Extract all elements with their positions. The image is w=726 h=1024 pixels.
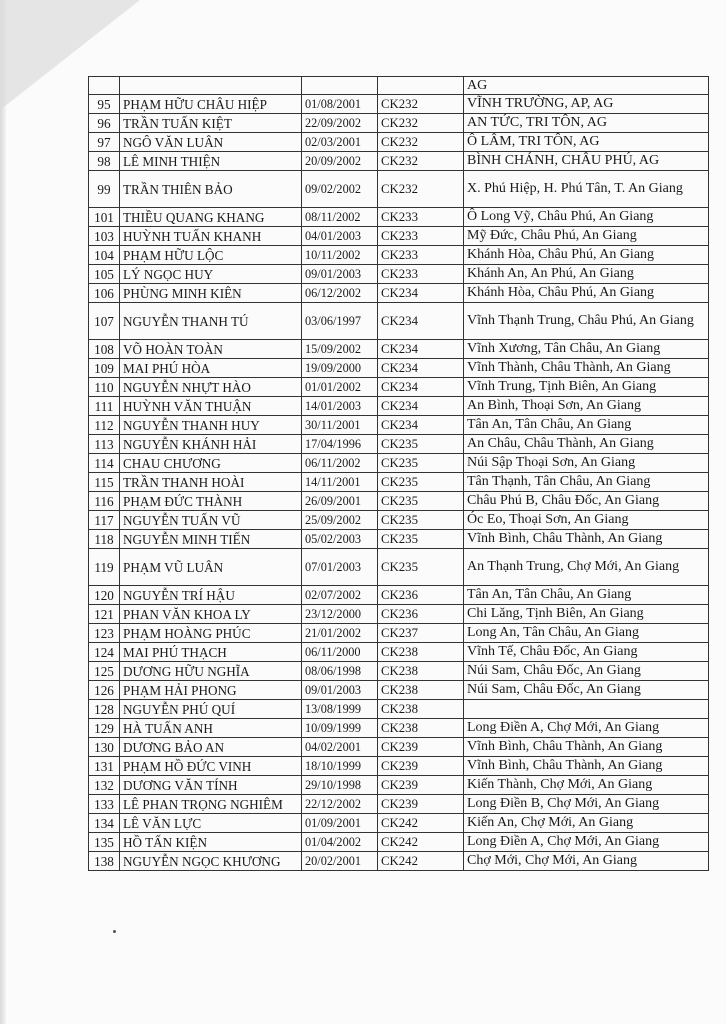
cell-name: PHẠM HỮU CHÂU HIỆP [120,95,302,114]
table-row [89,340,709,359]
cell-address: Kiến Thành, Chợ Mới, An Giang [464,776,709,795]
cell-dob: 26/09/2001 [302,492,378,511]
cell-dob: 10/11/2002 [302,246,378,265]
cell-number: 115 [89,473,120,492]
cell-name: NGUYỄN PHÚ QUÍ [120,700,302,719]
cell-class: CK232 [378,152,464,171]
cell-number [89,77,120,95]
cell-number: 96 [89,114,120,133]
cell-class: CK238 [378,643,464,662]
cell-address: Vĩnh Tế, Châu Đốc, An Giang [464,643,709,662]
cell-dob: 04/01/2003 [302,227,378,246]
table-row [89,114,709,133]
cell-number: 123 [89,624,120,643]
cell-dob: 06/11/2000 [302,643,378,662]
table-row [89,586,709,605]
cell-class: CK242 [378,814,464,833]
cell-class: CK238 [378,719,464,738]
cell-address: Chi Lăng, Tịnh Biên, An Giang [464,605,709,624]
cell-name: HUỲNH VĂN THUẬN [120,397,302,416]
table-row [89,95,709,114]
cell-class: CK233 [378,227,464,246]
cell-dob: 10/09/1999 [302,719,378,738]
table-row [89,397,709,416]
cell-name: LÊ VĂN LỰC [120,814,302,833]
table-row [89,795,709,814]
cell-name: TRẦN THIÊN BẢO [120,171,302,208]
cell-address: Long Điền B, Chợ Mới, An Giang [464,795,709,814]
table-row [89,776,709,795]
table-row [89,700,709,719]
table-row [89,833,709,852]
cell-class: CK234 [378,340,464,359]
cell-dob: 02/03/2001 [302,133,378,152]
cell-address: Châu Phú B, Châu Đốc, An Giang [464,492,709,511]
table-row [89,152,709,171]
cell-dob: 01/04/2002 [302,833,378,852]
cell-address [464,700,709,719]
cell-address: VĨNH TRƯỜNG, AP, AG [464,95,709,114]
cell-class: CK239 [378,738,464,757]
cell-dob: 20/02/2001 [302,852,378,871]
cell-address: Núi Sam, Châu Đốc, An Giang [464,662,709,681]
cell-number: 101 [89,208,120,227]
table-row [89,454,709,473]
cell-number: 125 [89,662,120,681]
cell-dob: 20/09/2002 [302,152,378,171]
cell-name: NGUYỄN THANH HUY [120,416,302,435]
cell-address: Vĩnh Trung, Tịnh Biên, An Giang [464,378,709,397]
cell-dob: 08/06/1998 [302,662,378,681]
table-row [89,492,709,511]
cell-number: 121 [89,605,120,624]
cell-address: Vĩnh Xương, Tân Châu, An Giang [464,340,709,359]
cell-name: DƯƠNG VĂN TÍNH [120,776,302,795]
cell-number: 117 [89,511,120,530]
cell-number: 104 [89,246,120,265]
cell-name: MAI PHÚ THẠCH [120,643,302,662]
cell-address: Chợ Mới, Chợ Mới, An Giang [464,852,709,871]
cell-address: Núi Sập Thoại Sơn, An Giang [464,454,709,473]
cell-number: 126 [89,681,120,700]
table-row [89,852,709,871]
table-row [89,719,709,738]
cell-name: PHẠM HỮU LỘC [120,246,302,265]
table-row [89,435,709,454]
cell-class: CK238 [378,700,464,719]
cell-number: 128 [89,700,120,719]
cell-dob: 19/09/2000 [302,359,378,378]
cell-name: LÊ MINH THIỆN [120,152,302,171]
cell-class: CK235 [378,549,464,586]
cell-number: 118 [89,530,120,549]
cell-name: TRẦN TUẤN KIỆT [120,114,302,133]
cell-name: PHẠM HOÀNG PHÚC [120,624,302,643]
cell-number: 107 [89,303,120,340]
cell-class: CK232 [378,133,464,152]
cell-class: CK233 [378,208,464,227]
cell-address: Vĩnh Bình, Châu Thành, An Giang [464,530,709,549]
table-row [89,530,709,549]
cell-number: 98 [89,152,120,171]
cell-number: 131 [89,757,120,776]
cell-class: CK232 [378,114,464,133]
cell-class: CK234 [378,284,464,303]
cell-address: Long An, Tân Châu, An Giang [464,624,709,643]
cell-class: CK233 [378,265,464,284]
cell-dob: 06/11/2002 [302,454,378,473]
cell-class: CK235 [378,454,464,473]
cell-name: NGUYỄN THANH TÚ [120,303,302,340]
cell-name: LÊ PHAN TRỌNG NGHIÊM [120,795,302,814]
cell-class: CK238 [378,662,464,681]
cell-address: An Thạnh Trung, Chợ Mới, An Giang [464,549,709,586]
cell-address: Mỹ Đức, Châu Phú, An Giang [464,227,709,246]
cell-number: 138 [89,852,120,871]
cell-name: NGUYỄN TUẤN VŨ [120,511,302,530]
cell-address: Núi Sam, Châu Đốc, An Giang [464,681,709,700]
cell-number: 132 [89,776,120,795]
cell-name: DƯƠNG HỮU NGHĨA [120,662,302,681]
cell-address: Khánh Hòa, Châu Phú, An Giang [464,246,709,265]
cell-dob: 29/10/1998 [302,776,378,795]
cell-address: Khánh An, An Phú, An Giang [464,265,709,284]
cell-address: Ô Long Vỹ, Châu Phú, An Giang [464,208,709,227]
cell-dob: 09/01/2003 [302,265,378,284]
table-row [89,624,709,643]
cell-class: CK239 [378,795,464,814]
cell-dob: 03/06/1997 [302,303,378,340]
cell-number: 129 [89,719,120,738]
cell-name: NGUYỄN NGỌC KHƯƠNG [120,852,302,871]
cell-address: BÌNH CHÁNH, CHÂU PHÚ, AG [464,152,709,171]
cell-address: Kiến An, Chợ Mới, An Giang [464,814,709,833]
cell-address: An Châu, Châu Thành, An Giang [464,435,709,454]
cell-address: AG [464,77,709,95]
table-row [89,284,709,303]
cell-class: CK233 [378,246,464,265]
cell-address: Óc Eo, Thoại Sơn, An Giang [464,511,709,530]
cell-class: CK232 [378,95,464,114]
cell-number: 109 [89,359,120,378]
cell-dob: 07/01/2003 [302,549,378,586]
cell-number: 106 [89,284,120,303]
cell-name: PHẠM ĐỨC THÀNH [120,492,302,511]
cell-address: Tân An, Tân Châu, An Giang [464,416,709,435]
cell-name: PHAN VĂN KHOA LY [120,605,302,624]
cell-class: CK234 [378,303,464,340]
cell-number: 130 [89,738,120,757]
cell-number: 120 [89,586,120,605]
table-row [89,814,709,833]
cell-class: CK238 [378,681,464,700]
cell-address: An Bình, Thoại Sơn, An Giang [464,397,709,416]
cell-name: HÀ TUẤN ANH [120,719,302,738]
cell-name: PHẠM HỒ ĐỨC VINH [120,757,302,776]
cell-number: 133 [89,795,120,814]
table-row [89,605,709,624]
cell-number: 119 [89,549,120,586]
cell-dob: 04/02/2001 [302,738,378,757]
cell-name: PHÙNG MINH KIÊN [120,284,302,303]
table-row [89,473,709,492]
table-row [89,227,709,246]
cell-dob: 14/11/2001 [302,473,378,492]
table-row [89,738,709,757]
table-row [89,208,709,227]
cell-dob: 23/12/2000 [302,605,378,624]
cell-dob: 13/08/1999 [302,700,378,719]
table-row [89,511,709,530]
cell-dob: 14/01/2003 [302,397,378,416]
cell-class: CK234 [378,378,464,397]
cell-name: VÕ HOÀN TOÀN [120,340,302,359]
cell-class [378,77,464,95]
cell-name: CHAU CHƯƠNG [120,454,302,473]
cell-dob: 15/09/2002 [302,340,378,359]
cell-number: 99 [89,171,120,208]
cell-dob: 21/01/2002 [302,624,378,643]
cell-class: CK234 [378,397,464,416]
cell-dob: 18/10/1999 [302,757,378,776]
cell-class: CK235 [378,473,464,492]
cell-class: CK235 [378,492,464,511]
table-row [89,378,709,397]
cell-address: Vĩnh Bình, Châu Thành, An Giang [464,757,709,776]
cell-number: 134 [89,814,120,833]
cell-name: MAI PHÚ HÒA [120,359,302,378]
cell-name: NGUYỄN MINH TIẾN [120,530,302,549]
table-row [89,416,709,435]
cell-number: 105 [89,265,120,284]
cell-address: Tân An, Tân Châu, An Giang [464,586,709,605]
cell-class: CK235 [378,511,464,530]
table-row [89,662,709,681]
cell-number: 113 [89,435,120,454]
table-row [89,303,709,340]
cell-address: Khánh Hòa, Châu Phú, An Giang [464,284,709,303]
cell-dob: 30/11/2001 [302,416,378,435]
cell-number: 110 [89,378,120,397]
cell-class: CK235 [378,530,464,549]
cell-number: 97 [89,133,120,152]
table-row-continuation [89,77,709,95]
cell-number: 108 [89,340,120,359]
cell-number: 103 [89,227,120,246]
cell-name: LÝ NGỌC HUY [120,265,302,284]
cell-class: CK236 [378,586,464,605]
cell-dob: 22/09/2002 [302,114,378,133]
cell-address: Long Điền A, Chợ Mới, An Giang [464,833,709,852]
cell-name: NGÔ VĂN LUÂN [120,133,302,152]
cell-dob: 01/01/2002 [302,378,378,397]
cell-name: HUỲNH TUẤN KHANH [120,227,302,246]
cell-class: CK235 [378,435,464,454]
cell-name: PHẠM VŨ LUÂN [120,549,302,586]
cell-name: PHẠM HẢI PHONG [120,681,302,700]
table-row [89,246,709,265]
cell-class: CK234 [378,416,464,435]
cell-name: NGUYỄN KHÁNH HẢI [120,435,302,454]
scan-left-edge [0,0,6,1024]
cell-dob: 02/07/2002 [302,586,378,605]
cell-number: 111 [89,397,120,416]
cell-class: CK239 [378,757,464,776]
cell-name: NGUYỄN TRÍ HẬU [120,586,302,605]
cell-class: CK234 [378,359,464,378]
cell-name: DƯƠNG BẢO AN [120,738,302,757]
cell-address: Tân Thạnh, Tân Châu, An Giang [464,473,709,492]
cell-dob: 06/12/2002 [302,284,378,303]
cell-address: Ô LÂM, TRI TÔN, AG [464,133,709,152]
table-row [89,681,709,700]
cell-address: X. Phú Hiệp, H. Phú Tân, T. An Giang [464,171,709,208]
table-row [89,643,709,662]
cell-address: AN TỨC, TRI TÔN, AG [464,114,709,133]
cell-number: 135 [89,833,120,852]
table-body [89,77,709,871]
cell-name: TRẦN THANH HOÀI [120,473,302,492]
cell-dob: 17/04/1996 [302,435,378,454]
cell-address: Vĩnh Thạnh Trung, Châu Phú, An Giang [464,303,709,340]
cell-dob: 01/09/2001 [302,814,378,833]
scan-speck [113,930,116,933]
cell-dob: 22/12/2002 [302,795,378,814]
cell-number: 116 [89,492,120,511]
student-list-table [88,76,709,871]
cell-address: Long Điền A, Chợ Mới, An Giang [464,719,709,738]
cell-number: 114 [89,454,120,473]
table-row [89,265,709,284]
cell-address: Vĩnh Thành, Châu Thành, An Giang [464,359,709,378]
cell-dob: 09/02/2002 [302,171,378,208]
cell-number: 112 [89,416,120,435]
cell-dob [302,77,378,95]
cell-dob: 05/02/2003 [302,530,378,549]
cell-number: 124 [89,643,120,662]
table-row [89,757,709,776]
cell-number: 95 [89,95,120,114]
cell-dob: 09/01/2003 [302,681,378,700]
cell-name: HỒ TẤN KIỆN [120,833,302,852]
cell-class: CK237 [378,624,464,643]
cell-name: NGUYỄN NHỰT HÀO [120,378,302,397]
cell-name [120,77,302,95]
cell-class: CK239 [378,776,464,795]
table-row [89,133,709,152]
cell-class: CK242 [378,833,464,852]
cell-address: Vĩnh Bình, Châu Thành, An Giang [464,738,709,757]
cell-dob: 25/09/2002 [302,511,378,530]
table-row [89,171,709,208]
table-row [89,359,709,378]
cell-dob: 01/08/2001 [302,95,378,114]
cell-class: CK232 [378,171,464,208]
cell-class: CK236 [378,605,464,624]
cell-dob: 08/11/2002 [302,208,378,227]
table-row [89,549,709,586]
cell-name: THIỀU QUANG KHANG [120,208,302,227]
cell-class: CK242 [378,852,464,871]
